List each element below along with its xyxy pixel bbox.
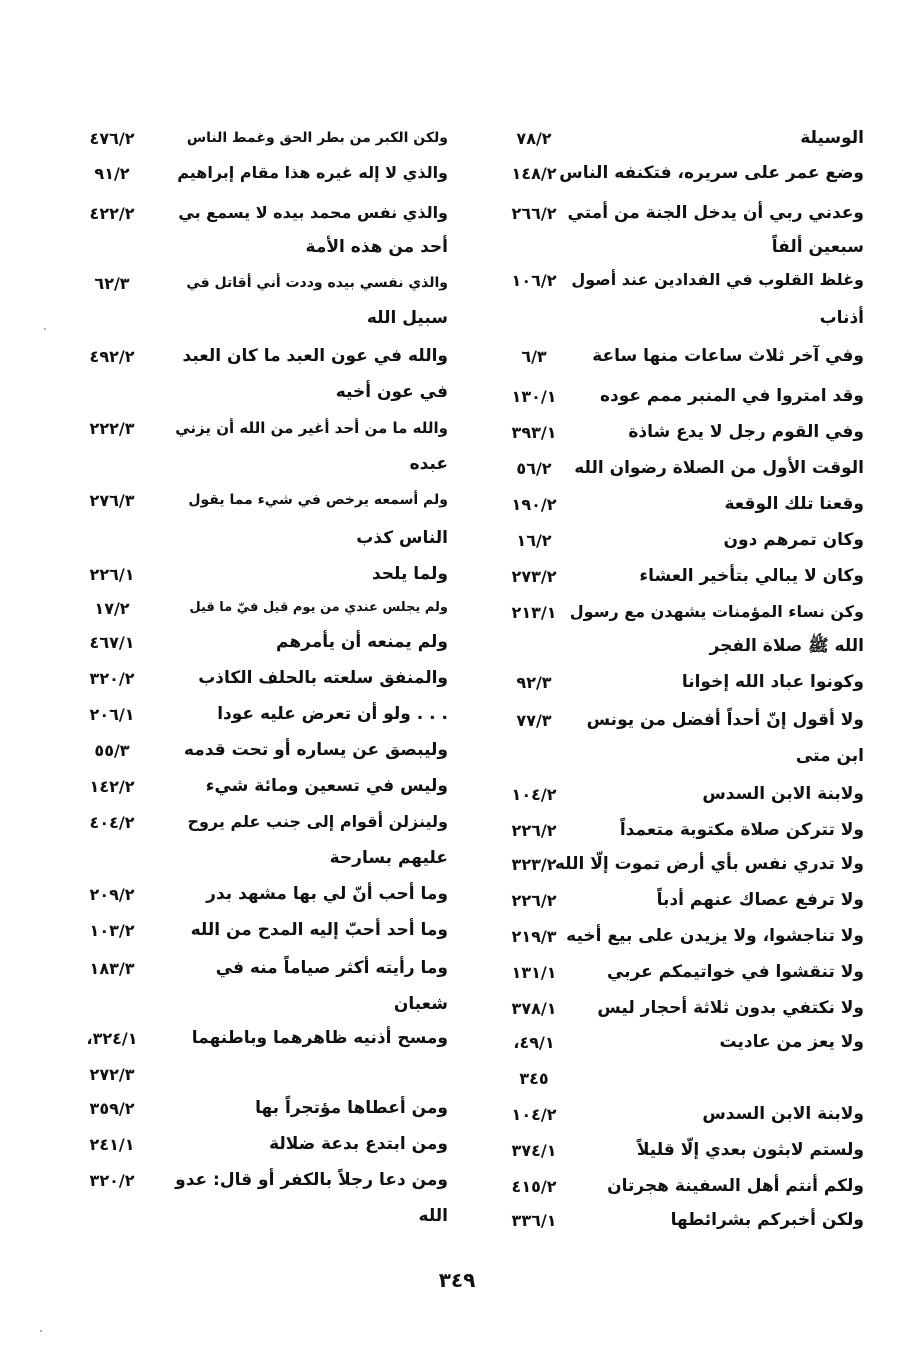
- index-entry-page-ref: ٩٢/٣: [516, 673, 552, 692]
- index-entry-text: ولينزلن أقوام إلى جنب علم يروح: [187, 812, 448, 831]
- index-entry-text: أذناب: [819, 308, 864, 328]
- index-entry-text: أحد من هذه الأمة: [305, 237, 448, 257]
- index-entry-text: ولا يعز من عاديت: [719, 1032, 864, 1052]
- index-entry-page-ref: ٦٢/٣: [94, 274, 130, 293]
- index-entry-text: ولابنة الابن السدس: [702, 784, 864, 804]
- index-entry-text: الناس كذب: [356, 528, 448, 548]
- index-entry-text: عليهم بسارحة: [329, 848, 448, 868]
- index-entry-text: ولا تنقشوا في خواتيمكم عربي: [606, 962, 864, 982]
- index-entry-text: وعدني ربي أن يدخل الجنة من أمتي: [567, 203, 864, 223]
- index-entry-page-ref: ١٠٦/٢: [511, 271, 557, 290]
- index-entry-text: والله في عون العبد ما كان العبد: [182, 346, 448, 366]
- index-entry-page-ref: ١٧/٢: [94, 599, 130, 618]
- index-entry-page-ref: ٢٧٦/٣: [89, 491, 135, 510]
- index-entry-text: الله: [418, 1206, 448, 1226]
- scan-speck: [40, 1330, 42, 1332]
- index-entry-text: في عون أخيه: [335, 382, 448, 402]
- index-entry-text: ابن متى: [795, 746, 864, 766]
- index-entry-text: وما أحب أنّ لي بها مشهد بدر: [206, 884, 448, 904]
- index-entry-text: الوسيلة: [800, 128, 864, 148]
- index-entry-page-ref: ٢٤١/١: [89, 1135, 135, 1154]
- index-entry-text: ومسح أذنيه ظاهرهما وباطنهما: [191, 1028, 448, 1048]
- index-entry-text: وقد امتروا في المنبر ممم عوده: [599, 386, 864, 406]
- index-entry-page-ref: ٣٢٠/٢: [89, 669, 135, 688]
- index-entry-page-ref: ٤٦٧/١: [89, 633, 135, 652]
- index-entry-text: والمنفق سلعته بالحلف الكاذب: [198, 668, 448, 688]
- index-entry-text: الوقت الأول من الصلاة رضوان الله: [574, 458, 864, 478]
- index-entry-text: . . . ولو أن تعرض عليه عودا: [217, 704, 448, 724]
- index-entry-text: ولما يلحد: [371, 564, 448, 584]
- index-entry-page-ref: ٤٢٢/٢: [89, 204, 135, 223]
- index-entry-text: وما رأيته أكثر صياماً منه في: [215, 958, 448, 978]
- index-entry-text: ولا نكتفي بدون ثلاثة أحجار ليس: [597, 998, 864, 1018]
- index-entry-page-ref: ٧٧/٣: [516, 711, 552, 730]
- index-entry-page-ref: ٢٧٢/٣: [89, 1065, 135, 1084]
- index-entry-page-ref: ٣٧٨/١: [511, 999, 557, 1018]
- index-entry-page-ref: ٢٦٦/٢: [511, 204, 557, 223]
- index-entry-page-ref: ٤١٥/٢: [511, 1177, 557, 1196]
- index-entry-text: سبعين ألفاً: [771, 237, 864, 257]
- index-entry-page-ref: ١٨٣/٣: [89, 959, 135, 978]
- index-entry-page-ref: ٥٥/٣: [94, 741, 130, 760]
- index-entry-page-ref: ٦/٣: [521, 347, 547, 366]
- index-entry-text: ومن دعا رجلاً بالكفر أو قال: عدو: [175, 1170, 448, 1190]
- index-entry-text: والذي نفسي بيده وددت أني أقاتل في: [186, 275, 448, 291]
- index-entry-text: ولا ترفع عصاك عنهم أدباً: [656, 890, 864, 910]
- index-entry-page-ref: ١٤٨/٢: [511, 164, 557, 183]
- index-entry-page-ref: ٣٥٩/٢: [89, 1099, 135, 1118]
- index-entry-text: ولا أقول إنّ أحداً أفضل من يونس: [586, 710, 864, 730]
- index-entry-page-ref: ٣٢٣/٢: [511, 855, 557, 874]
- index-entry-text: ولكم أنتم أهل السفينة هجرتان: [607, 1176, 864, 1196]
- index-entry-page-ref: ١٠٤/٢: [511, 1105, 557, 1124]
- index-entry-text: ولكن الكبر من بطر الحق وغمط الناس: [186, 130, 448, 146]
- index-entry-text: ولا تتركن صلاة مكتوبة متعمداً: [619, 820, 864, 840]
- index-entry-text: ولم أسمعه يرخص في شيء مما يقول: [188, 492, 448, 508]
- index-entry-text: وضع عمر على سريره، فتكنفه الناس: [559, 163, 864, 183]
- index-entry-page-ref: ٤٧٦/٢: [89, 129, 135, 148]
- index-entry-page-ref: ١٦/٢: [516, 531, 552, 550]
- index-entry-page-ref: ٤٩٢/٢: [89, 347, 135, 366]
- index-entry-text: شعبان: [393, 994, 448, 1014]
- index-entry-page-ref: ٣٧٤/١: [511, 1141, 557, 1160]
- index-entry-page-ref: ٢٢٦/١: [89, 565, 135, 584]
- index-entry-text: وما أحد أحبّ إليه المدح من الله: [190, 920, 448, 940]
- index-entry-text: وغلظ القلوب في الفدادين عند أصول: [571, 270, 864, 289]
- index-entry-text: ولابنة الابن السدس: [702, 1104, 864, 1124]
- index-entry-text: ولا تناجشوا، ولا يزيدن على بيع أخيه: [566, 926, 864, 946]
- index-entry-text: وفي آخر ثلاث ساعات منها ساعة: [592, 346, 864, 366]
- index-entry-page-ref: ٩١/٢: [94, 164, 130, 183]
- index-entry-page-ref: ٢٠٦/١: [89, 705, 135, 724]
- index-entry-text: سبيل الله: [366, 308, 448, 328]
- index-entry-page-ref: ٤٠٤/٢: [89, 813, 135, 832]
- index-entry-page-ref: ١٠٤/٢: [511, 785, 557, 804]
- index-entry-page-ref: ١٤٢/٢: [89, 777, 135, 796]
- index-entry-text: ومن ابتدع بدعة ضلالة: [269, 1134, 448, 1154]
- index-entry-page-ref: ٢١٣/١: [511, 603, 557, 622]
- index-entry-page-ref: ١٩٠/٢: [511, 495, 557, 514]
- index-entry-page-ref: ٢٢٢/٣: [89, 419, 135, 438]
- scan-speck: [44, 328, 46, 330]
- index-entry-page-ref: ٣٤٥: [519, 1069, 549, 1088]
- index-entry-page-ref: ١٣٠/١: [511, 387, 557, 406]
- index-entry-page-ref: ٣٩٣/١: [511, 423, 557, 442]
- index-entry-page-ref: ١٣١/١: [511, 963, 557, 982]
- index-entry-page-ref: ٧٨/٢: [516, 129, 552, 148]
- index-entry-text: الله ﷺ صلاة الفجر: [709, 636, 864, 656]
- index-entry-text: وكان تمرهم دون: [723, 530, 864, 550]
- index-entry-text: وكان لا يبالي بتأخير العشاء: [639, 566, 864, 586]
- index-entry-text: وفي القوم رجل لا يدع شاذة: [628, 422, 864, 442]
- index-entry-page-ref: ٥٦/٢: [516, 459, 552, 478]
- index-entry-page-ref: ٢٢٦/٢: [511, 891, 557, 910]
- index-entry-page-ref: ٢٧٣/٢: [511, 567, 557, 586]
- index-entry-page-ref: ٤٩/١،: [513, 1033, 555, 1052]
- index-entry-text: والذي نفس محمد بيده لا يسمع بي: [178, 203, 448, 222]
- index-entry-text: وقعنا تلك الوقعة: [724, 494, 864, 514]
- index-entry-text: والله ما من أحد أغير من الله أن يزني: [175, 419, 448, 437]
- index-entry-text: وكونوا عباد الله إخوانا: [681, 672, 864, 692]
- index-entry-page-ref: ٢١٩/٣: [511, 927, 557, 946]
- index-entry-text: ولستم لابثون بعدي إلّا قليلاً: [636, 1140, 864, 1160]
- index-entry-text: وليبصق عن يساره أو تحت قدمه: [183, 740, 448, 760]
- index-entry-text: عبده: [409, 454, 448, 474]
- page-number: ٣٤٩: [438, 1268, 476, 1292]
- index-entry-page-ref: ١٠٣/٢: [89, 921, 135, 940]
- index-entry-text: ولم يجلس عندي من يوم قيل فيّ ما قيل: [189, 600, 448, 615]
- index-entry-page-ref: ٣٢٠/٢: [89, 1171, 135, 1190]
- index-entry-text: ولكن أخبركم بشرائطها: [670, 1210, 864, 1230]
- index-entry-page-ref: ٢٠٩/٢: [89, 885, 135, 904]
- index-entry-page-ref: ٣٢٤/١،: [86, 1029, 138, 1048]
- index-entry-text: ولا تدري نفس بأي أرض تموت إلّا الله: [554, 854, 864, 874]
- index-entry-text: ولم يمنعه أن يأمرهم: [276, 632, 448, 652]
- index-entry-text: ومن أعطاها مؤتجراً بها: [255, 1098, 448, 1118]
- index-entry-text: وكن نساء المؤمنات يشهدن مع رسول: [569, 602, 864, 621]
- index-entry-text: والذي لا إله غيره هذا مقام إبراهيم: [177, 163, 448, 182]
- index-entry-page-ref: ٣٣٦/١: [511, 1211, 557, 1230]
- index-entry-text: وليس في تسعين ومائة شيء: [205, 776, 448, 796]
- index-entry-page-ref: ٢٢٦/٢: [511, 821, 557, 840]
